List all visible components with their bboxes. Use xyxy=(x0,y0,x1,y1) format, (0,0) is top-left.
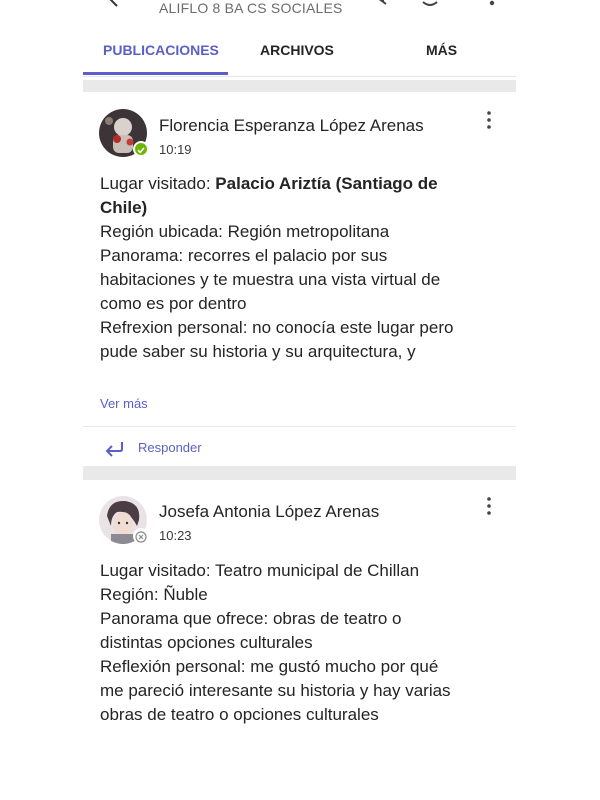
presence-available-icon xyxy=(133,141,149,157)
tab-mas[interactable]: MÁS xyxy=(426,42,458,58)
post-author[interactable]: Florencia Esperanza López Arenas xyxy=(159,116,424,135)
post-line: Región ubicada: Región metropolitana xyxy=(100,222,390,241)
post-line: pude saber su historia y su arquitectura, y xyxy=(100,342,416,361)
meeting-icon[interactable] xyxy=(419,0,441,8)
post-line: obras de teatro o opciones culturales xyxy=(100,705,379,724)
post-line: Panorama: recorres el palacio por sus xyxy=(100,246,388,265)
post-card xyxy=(83,480,516,800)
post-body xyxy=(100,559,505,727)
post-line: Lugar visitado: Teatro municipal de Chillan xyxy=(100,561,420,580)
channel-tabs xyxy=(83,30,516,77)
app-bar xyxy=(83,0,516,18)
back-arrow-icon[interactable] xyxy=(103,0,125,10)
active-tab-indicator xyxy=(83,72,228,75)
channel-view xyxy=(83,0,516,800)
post-line: como es por dentro xyxy=(100,294,247,313)
video-call-icon[interactable] xyxy=(367,0,389,8)
feed-separator xyxy=(83,466,516,480)
post-line: Región: Ñuble xyxy=(100,585,208,604)
post-line: Panorama que ofrece: obras de teatro o xyxy=(100,609,402,628)
post-card xyxy=(83,92,516,464)
post-line: Reflexión personal: me gustó mucho por qué xyxy=(100,657,439,676)
post-author[interactable]: Josefa Antonia López Arenas xyxy=(159,502,380,521)
tab-archivos[interactable]: ARCHIVOS xyxy=(260,42,334,58)
post-line: me pareció interesante su historia y hay varias xyxy=(100,681,451,700)
post-line: Lugar visitado: Palacio Ariztía (Santiago de xyxy=(100,174,438,193)
avatar[interactable] xyxy=(99,109,147,157)
see-more-link[interactable]: Ver más xyxy=(100,396,148,411)
post-more-icon[interactable] xyxy=(483,110,495,130)
presence-offline-icon xyxy=(133,528,149,544)
more-options-icon[interactable] xyxy=(481,0,503,8)
post-line: distintas opciones culturales xyxy=(100,633,313,652)
tab-publicaciones[interactable]: PUBLICACIONES xyxy=(103,42,219,58)
reply-arrow-icon xyxy=(103,439,125,457)
post-body xyxy=(100,172,505,372)
feed-separator xyxy=(83,80,516,92)
post-line: Refrexion personal: no conocía este lugar pero xyxy=(100,318,454,337)
reply-label: Responder xyxy=(138,440,202,455)
post-time: 10:19 xyxy=(159,142,192,157)
post-line: Chile) xyxy=(100,198,148,217)
avatar[interactable] xyxy=(99,496,147,544)
post-line: habitaciones y te muestra una vista virtual de xyxy=(100,270,441,289)
post-time: 10:23 xyxy=(159,528,192,543)
post-more-icon[interactable] xyxy=(483,496,495,516)
channel-title: ALIFLO 8 BA CS SOCIALES xyxy=(159,0,343,16)
reply-button[interactable] xyxy=(83,426,516,469)
